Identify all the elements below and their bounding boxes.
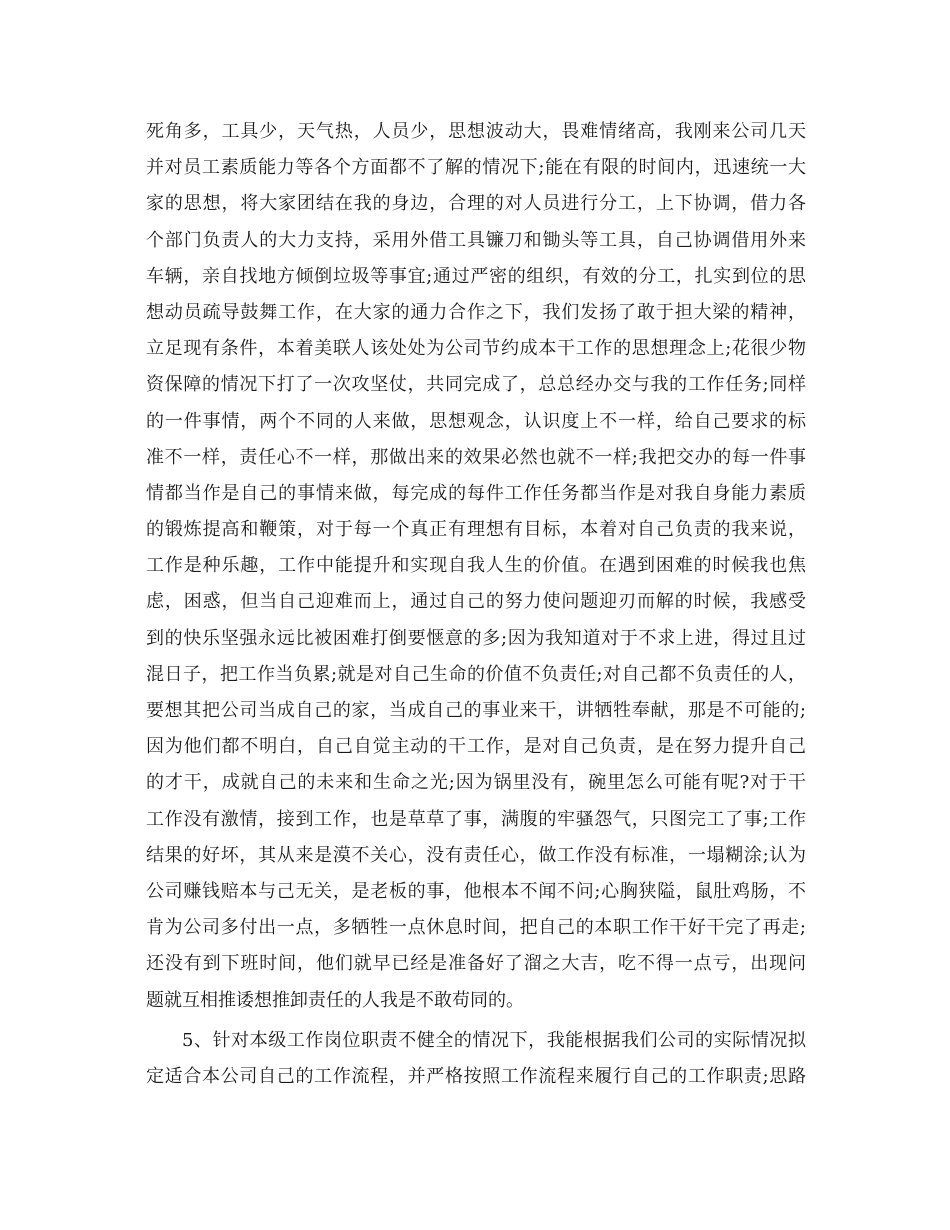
text-line: 虑，困惑，但当自己迎难而上，通过自己的努力使问题迎刃而解的时候，我感受 [146,591,806,613]
text-line: 资保障的情况下打了一次攻坚仗，共同完成了，总总经办交与我的工作任务;同样 [146,374,806,396]
text-line: 公司赚钱赔本与己无关，是老板的事，他根本不闻不问;心胸狭隘，鼠肚鸡肠，不 [146,880,806,902]
text-line: 要想其把公司当成自己的家，当成自己的事业来干，讲牺牲奉献，那是不可能的; [146,700,806,721]
text-line: 死角多，工具少，天气热，人员少，思想波动大，畏难情绪高，我刚来公司几天 [146,121,806,142]
paragraph-2 [146,1023,806,1095]
paragraph-1 [146,114,806,1019]
text-line: 混日子，把工作当负累;就是对自己生命的价值不负责任;对自己都不负责任的人， [146,663,806,685]
text-line: 到的快乐坚强永远比被困难打倒要惬意的多;因为我知道对于不求上进，得过且过 [146,627,806,649]
text-line: 立足现有条件，本着美联人该处处为公司节约成本干工作的思想理念上;花很少物 [146,338,806,360]
text-line: 还没有到下班时间，他们就早已经是准备好了溜之大吉，吃不得一点亏，出现问 [146,953,806,975]
text-line: 并对员工素质能力等各个方面都不了解的情况下;能在有限的时间内，迅速统一大 [146,157,806,179]
text-line: 题就互相推诿想推卸责任的人我是不敢苟同的。 [146,989,524,1011]
text-line: 因为他们都不明白，自己自觉主动的干工作，是对自己负责，是在努力提升自己 [146,736,806,758]
text-line: 准不一样，责任心不一样，那做出来的效果必然也就不一样;我把交办的每一件事 [146,446,806,468]
text-line: 定适合本公司自己的工作流程，并严格按照工作流程来履行自己的工作职责;思路 [146,1065,806,1087]
text-line: 的锻炼提高和鞭策，对于每一个真正有理想有目标，本着对自己负责的我来说， [146,519,806,541]
text-line: 工作是种乐趣，工作中能提升和实现自我人生的价值。在遇到困难的时候我也焦 [146,555,806,577]
body-text [146,114,806,1095]
text-line: 结果的好坏，其从来是漠不关心，没有责任心，做工作没有标准，一塌糊涂;认为 [146,844,806,866]
text-line: 家的思想，将大家团结在我的身边，合理的对人员进行分工，上下协调，借力各 [146,193,806,215]
text-line: 想动员疏导鼓舞工作，在大家的通力合作之下，我们发扬了敢于担大梁的精神， [146,301,806,323]
text-line: 肯为公司多付出一点，多牺牲一点休息时间，把自己的本职工作干好干完了再走; [146,917,806,939]
text-line: 工作没有激情，接到工作，也是草草了事，满腹的牢骚怨气，只图完工了事;工作 [146,808,806,830]
text-line: 5、针对本级工作岗位职责不健全的情况下，我能根据我们公司的实际情况拟 [182,1029,806,1051]
text-line: 车辆，亲自找地方倾倒垃圾等事宜;通过严密的组织，有效的分工，扎实到位的思 [146,265,806,287]
text-line: 个部门负责人的大力支持，采用外借工具镰刀和锄头等工具，自己协调借用外来 [146,229,806,251]
text-line: 情都当作是自己的事情来做，每完成的每件工作任务都当作是对我自身能力素质 [146,482,806,504]
text-line: 的才干，成就自己的未来和生命之光;因为锅里没有，碗里怎么可能有呢?对于干 [146,772,806,794]
text-line: 的一件事情，两个不同的人来做，思想观念，认识度上不一样，给自己要求的标 [146,410,806,432]
